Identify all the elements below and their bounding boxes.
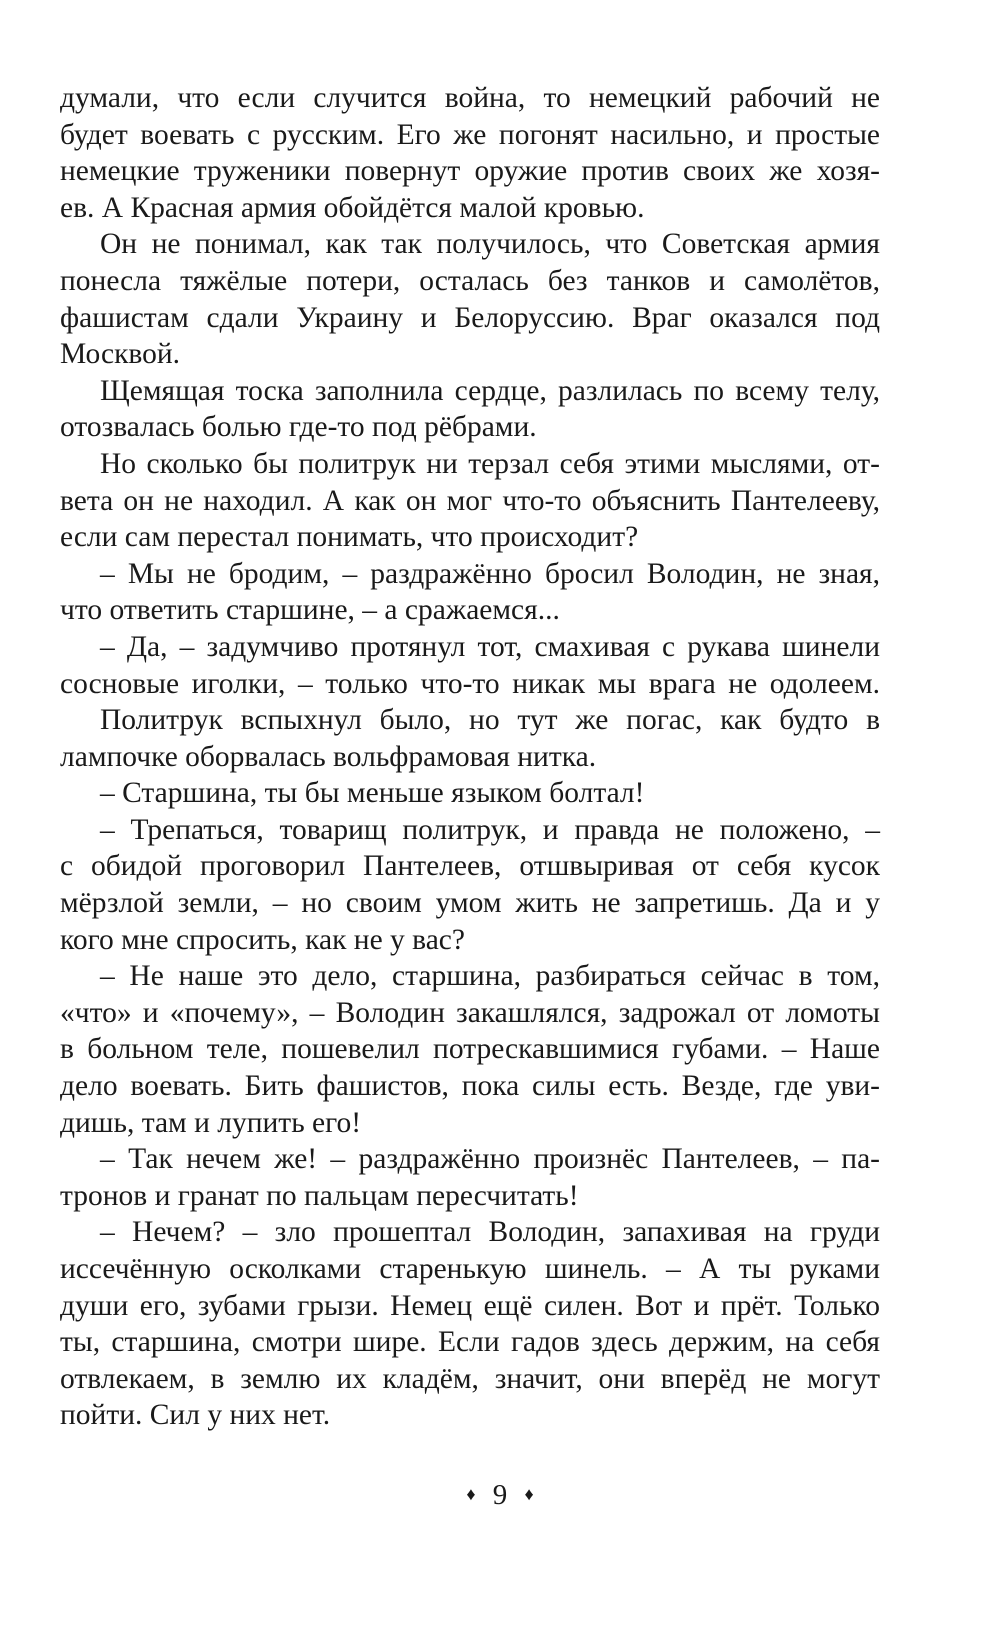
text-line: Он не понимал, как так получилось, что Советская армия	[100, 228, 880, 261]
text-line: что ответить старшине, – а сражаемся...	[60, 594, 560, 627]
text-line: отвлекаем, в землю их кладём, значит, они вперёд не могут	[60, 1362, 880, 1395]
text-line: Москвой.	[60, 338, 181, 371]
text-line: кого мне спросить, как не у вас?	[60, 923, 465, 956]
text-line: если сам перестал понимать, что происходит?	[60, 521, 639, 554]
text-line: немецкие труженики повернут оружие против своих же хозя-	[60, 155, 880, 188]
diamond-icon: ♦	[466, 1484, 476, 1504]
text-line: души его, зубами грызи. Немец ещё силен. Вот и прёт. Только	[60, 1289, 880, 1322]
text-line: будет воевать с русским. Его же погонят насильно, и простые	[60, 118, 880, 151]
text-line: дишь, там и лупить его!	[60, 1106, 362, 1139]
text-line: фашистам сдали Украину и Белоруссию. Враг оказался под	[60, 301, 880, 334]
text-line: Но сколько бы политрук ни терзал себя этими мыслями, от-	[100, 447, 880, 480]
text-line: ев. А Красная армия обойдётся малой кровью.	[60, 191, 645, 224]
text-line: с обидой проговорил Пантелеев, отшвыривая от себя кусок	[60, 850, 880, 883]
text-line: «что» и «почему», – Володин закашлялся, задрожал от ломоты	[60, 996, 880, 1029]
text-line: – Трепаться, товарищ политрук, и правда не положено, –	[100, 813, 880, 846]
text-line: – Да, – задумчиво протянул тот, смахивая с рукава шинели	[100, 630, 880, 663]
page-footer	[0, 1479, 1000, 1512]
text-line: думали, что если случится война, то немецкий рабочий не	[60, 82, 880, 114]
text-line: вета он не находил. А как он мог что-то объяснить Пантелееву,	[60, 484, 880, 517]
text-line: ты, старшина, смотри шире. Если гадов здесь держим, на себя	[60, 1326, 880, 1359]
text-line: в больном теле, пошевелил потрескавшимися губами. – Наше	[60, 1033, 880, 1066]
text-line: иссечённую осколками старенькую шинель. – А ты руками	[60, 1253, 880, 1285]
page-number: 9	[492, 1479, 508, 1511]
text-line: сосновые иголки, – только что-то никак мы врага не одолеем.	[60, 667, 880, 700]
text-line: дело воевать. Бить фашистов, пока силы есть. Везде, где уви-	[60, 1070, 880, 1103]
text-line: Политрук вспыхнул было, но тут же погас, как будто в	[100, 704, 880, 737]
text-line: пойти. Сил у них нет.	[60, 1399, 331, 1432]
text-line: – Мы не бродим, – раздражённо бросил Володин, не зная,	[100, 557, 880, 590]
text-line: отозвалась болью где-то под рёбрами.	[60, 411, 537, 444]
diamond-icon: ♦	[524, 1484, 534, 1504]
text-line: – Нечем? – зло прошептал Володин, запахивая на груди	[100, 1216, 880, 1249]
text-line: мёрзлой земли, – но своим умом жить не запретишь. Да и у	[60, 887, 880, 920]
text-line: Щемящая тоска заполнила сердце, разлилась по всему телу,	[100, 374, 880, 407]
page-text	[60, 80, 880, 1434]
text-line: – Старшина, ты бы меньше языком болтал!	[100, 777, 645, 810]
text-line: – Так нечем же! – раздражённо произнёс Пантелеев, – па-	[100, 1143, 880, 1176]
text-line: понесла тяжёлые потери, осталась без танков и самолётов,	[60, 264, 880, 297]
text-line: тронов и гранат по пальцам пересчитать!	[60, 1179, 579, 1212]
text-line: – Не наше это дело, старшина, разбираться сейчас в том,	[100, 960, 880, 993]
text-line: лампочке оборвалась вольфрамовая нитка.	[60, 740, 597, 773]
